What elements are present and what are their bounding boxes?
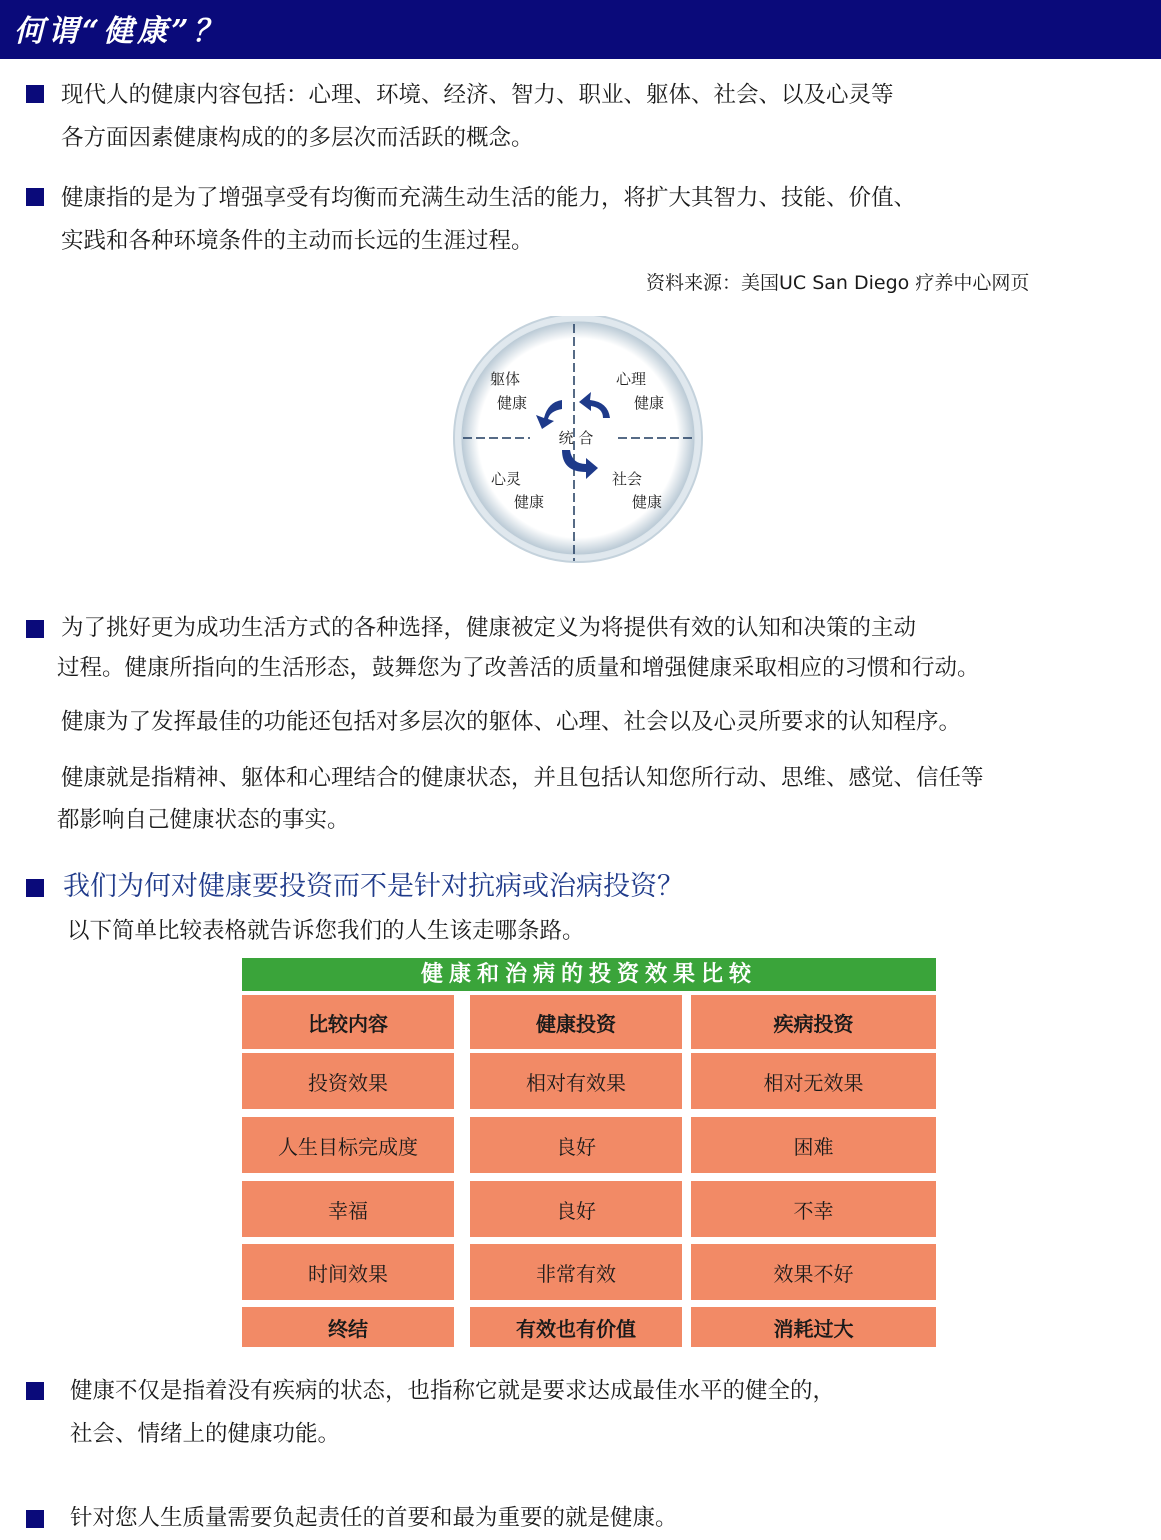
closing-paragraph-2: 针对您人生质量需要负起责任的首要和最为重要的就是健康。 [70, 1505, 678, 1531]
page-title: 何谓“健康”？ [14, 14, 227, 49]
question-subtitle: 以下简单比较表格就告诉您我们的人生该走哪条路。 [67, 918, 585, 944]
bullet-icon [26, 188, 44, 206]
table-header-cell: 疾病投资 [691, 995, 936, 1049]
table-cell: 相对有效果 [470, 1053, 682, 1109]
table-footer-cell: 消耗过大 [691, 1307, 936, 1347]
table-cell: 良好 [470, 1117, 682, 1173]
bullet-icon [26, 620, 44, 638]
quadrant-label: 健康 [634, 394, 665, 412]
table-footer-cell: 有效也有价值 [470, 1307, 682, 1347]
paragraph-1 [61, 74, 894, 160]
paragraph-line: 各方面因素健康构成的的多层次而活跃的概念。 [61, 125, 534, 151]
source-note: 资料来源：美国UC San Diego 疗养中心网页 [646, 272, 1030, 294]
paragraph-line: 健康不仅是指着没有疾病的状态，也指称它就是要求达成最佳水平的健全的， [70, 1378, 836, 1404]
paragraph-3 [57, 608, 980, 688]
paragraph-line: 都影响自己健康状态的事实。 [57, 807, 350, 833]
question-heading: 我们为何对健康要投资而不是针对抗病或治病投资？ [63, 871, 684, 902]
closing-paragraph-1 [70, 1370, 835, 1456]
diagram-center-label: 统 合 [558, 429, 594, 447]
table-footer-cell: 终结 [242, 1307, 454, 1347]
table-cell: 效果不好 [691, 1244, 936, 1300]
paragraph-line: 为了挑好更为成功生活方式的各种选择，健康被定义为将提供有效的认知和决策的主动 [61, 615, 917, 641]
table-cell: 不幸 [691, 1181, 936, 1237]
paragraph-line: 社会、情绪上的健康功能。 [70, 1421, 341, 1447]
table-cell: 困难 [691, 1117, 936, 1173]
paragraph-line: 实践和各种环境条件的主动而长远的生涯过程。 [61, 228, 534, 254]
paragraph-3b: 健康为了发挥最佳的功能还包括对多层次的躯体、心理、社会以及心灵所要求的认知程序。 [61, 709, 962, 735]
bullet-icon [26, 879, 44, 897]
table-cell: 时间效果 [242, 1244, 454, 1300]
table-cell: 人生目标完成度 [242, 1117, 454, 1173]
paragraph-line: 现代人的健康内容包括：心理、环境、经济、智力、职业、躯体、社会、以及心灵等 [61, 82, 894, 108]
table-cell: 非常有效 [470, 1244, 682, 1300]
paragraph-line: 健康就是指精神、躯体和心理结合的健康状态，并且包括认知您所行动、思维、感觉、信任等 [61, 765, 984, 791]
quadrant-label: 健康 [632, 493, 663, 511]
table-header-cell: 比较内容 [242, 995, 454, 1049]
paragraph-2 [61, 177, 916, 263]
bullet-icon [26, 85, 44, 103]
table-header-cell: 健康投资 [470, 995, 682, 1049]
quadrant-label: 躯体 [490, 370, 521, 388]
table-cell: 幸福 [242, 1181, 454, 1237]
table-cell: 相对无效果 [691, 1053, 936, 1109]
quadrant-label: 心灵 [491, 470, 522, 488]
paragraph-3c [57, 757, 984, 841]
comparison-table [242, 958, 936, 1347]
table-cell: 投资效果 [242, 1053, 454, 1109]
table-title: 健康和治病的投资效果比较 [242, 958, 936, 991]
title-bar [0, 0, 1161, 59]
paragraph-line: 健康指的是为了增强享受有均衡而充满生动生活的能力，将扩大其智力、技能、价值、 [61, 185, 917, 211]
bullet-icon [26, 1510, 44, 1528]
quadrant-label: 社会 [612, 470, 643, 488]
paragraph-line: 过程。健康所指向的生活形态，鼓舞您为了改善活的质量和增强健康采取相应的习惯和行动。 [57, 655, 980, 681]
quadrant-label: 心理 [616, 370, 647, 388]
table-cell: 良好 [470, 1181, 682, 1237]
health-diagram [450, 316, 706, 568]
quadrant-label: 健康 [497, 394, 528, 412]
bullet-icon [26, 1382, 44, 1400]
quadrant-label: 健康 [514, 493, 545, 511]
table-body [242, 991, 936, 1347]
